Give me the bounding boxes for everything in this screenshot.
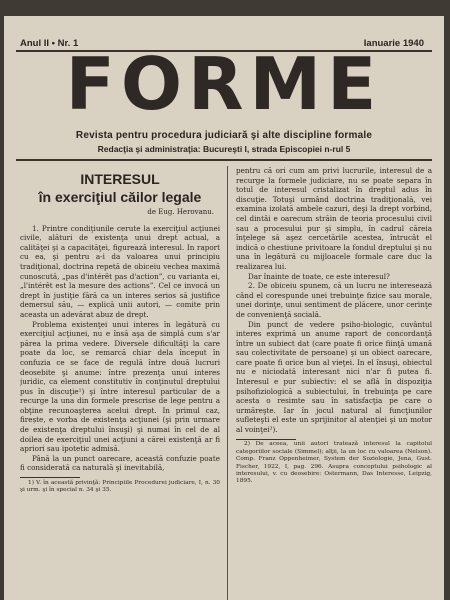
journal-subtitle: Revista pentru procedura judiciară şi alte discipline formale — [75, 130, 373, 141]
column-divider — [227, 166, 228, 600]
article-subtitle: în exerciţiul căilor legale — [38, 189, 202, 205]
footnote-rule — [236, 439, 296, 440]
paragraph: 1. Printre condiţiunile cerute la exerciţiul acţiunei civile, alături de existenţa unui drept actual, a calităţei şi a capacităţei, figurează interesul. In raport cu ea, şi pentru a-i da valoarea unui principiu tradiţional, doctrina repetă de obiceiu vechea maximă cunoscută, „pas d'intérêt pas d'action”, cu varianta ei, „l'intérêt est la mesure des actions”. Cel ce invocă un drept în justiţie fără ca un interes serios să justifice demersul său, — explică unii autori, — comite prin aceasta un adevărat abuz de drept. — [20, 223, 220, 319]
masthead-rule — [16, 159, 432, 161]
journal-title: FORME — [65, 42, 383, 126]
footnote: 2) De aceea, unii autori tratează interesul la capitolul categoriilor sociale (Simmel); alţii, la un loc cu valoarea (Nelson). Comp. Franz Oppenheimer, System der Soziologie, Jena, Gust. Fischer, 1922, I, pag. 296. Asupra conceptului psihologic al interesului, v. cu deosebire: Ostermann, Das Interesse, Leipzig, 1895. — [236, 441, 432, 485]
paragraph: 2. De obiceiu spunem, că un lucru ne interesează când el corespunde unei trebuinţe fizice sau morale, unei dorinţe, unui sentiment de plăcere, unor cerinţe de convenienţă socială. — [236, 281, 432, 319]
journal-page — [4, 16, 444, 600]
right-column — [236, 166, 432, 600]
footnote: 1) V. în această privinţă: Principiile Procedurei judiciare, I, n. 30 şi urm. şi în special n. 34 şi 35. — [20, 479, 220, 494]
paragraph: pentru că ori cum am privi lucrurile, interesul de a recurge la formele judiciare, nu se poate separa în totul de interesul cristalizat în dreptul adus în discuţie. Totuşi urmând doctrina tradiţională, vei examina izolată ambele cazuri, deşi la drept vorbind, cel dintâi e oarecum străin de teoria procesului civil sau a procesului pur şi simplu, în cadrul căreia înţelege să aşez cercetările acestea, întrucât el indică o chestiune privitoare la fondul dreptului şi nu una în legătură cu mijloacele formale care duc la realizarea lui. — [236, 166, 432, 271]
footnote-rule — [20, 477, 80, 478]
article-title: INTERESUL — [80, 171, 160, 187]
paragraph: Dar înainte de toate, ce este interesul? — [248, 271, 390, 281]
issue-date: Ianuarie 1940 — [363, 38, 424, 49]
issue-number: Anul II • Nr. 1 — [20, 38, 79, 49]
paragraph: Până la un punct oarecare, această confuzie poate fi considerată ca naturală şi inevitabilă, — [20, 453, 220, 473]
left-column — [20, 166, 220, 600]
paragraph: Din punct de vedere psiho-biologic, cuvântul interes exprimă un anume raport de concordanţă între un subiect dat (care poate fi orice fiinţă umană sau colectivitate de persoane) şi un obiect oarecare, care poate fi orice bun al vieţei. In el însuşi, obiectul nu e niciodată interesant nici n'ar fi putea fi. Interesul e pur subiectiv: el se află în dispoziţia psihofiziologică a subiectului, în trebuinţa pe care acesta o resimte sau în satisfacţia pe care o urmăreşte. Iar în jocul natural al funcţiunilor sufleteşti el este un sprijinitor al atenţiei şi un motor al voinţei²). — [236, 319, 432, 435]
article-author: de Eug. Herovanu. — [147, 208, 214, 216]
paragraph: Problema existenţei unui interes în legătură cu exerciţiul acţiunei, nu e însă aşa de simplă cum s'ar părea la prima vedere. Diversele dificultăţi la care poate da loc, se remarcă chiar dela început în confuzia ce se face de regulă între două lucruri deosebite şi anume: între prezenţa unui interes juridic, ca element constitutiv în conţinutul dreptului pus în discuţie¹) şi între interesul particular de a recurge la una din formele prescrise de lege pentru a obţine recunoaşterea acelui drept. In primul caz, firește, e vorba de existenţa acţiunei (şi prin urmare de existenţa dreptului însuşi) şi numai în cel de al doilea de exerciţiul unei acţiuni a cărei existenţă ar fi apriori sau ipotetic admisă. — [20, 319, 220, 454]
editorial-address: Redacţia şi administraţia: Bucureşti I, strada Episcopiei n-rul 5 — [97, 144, 351, 154]
